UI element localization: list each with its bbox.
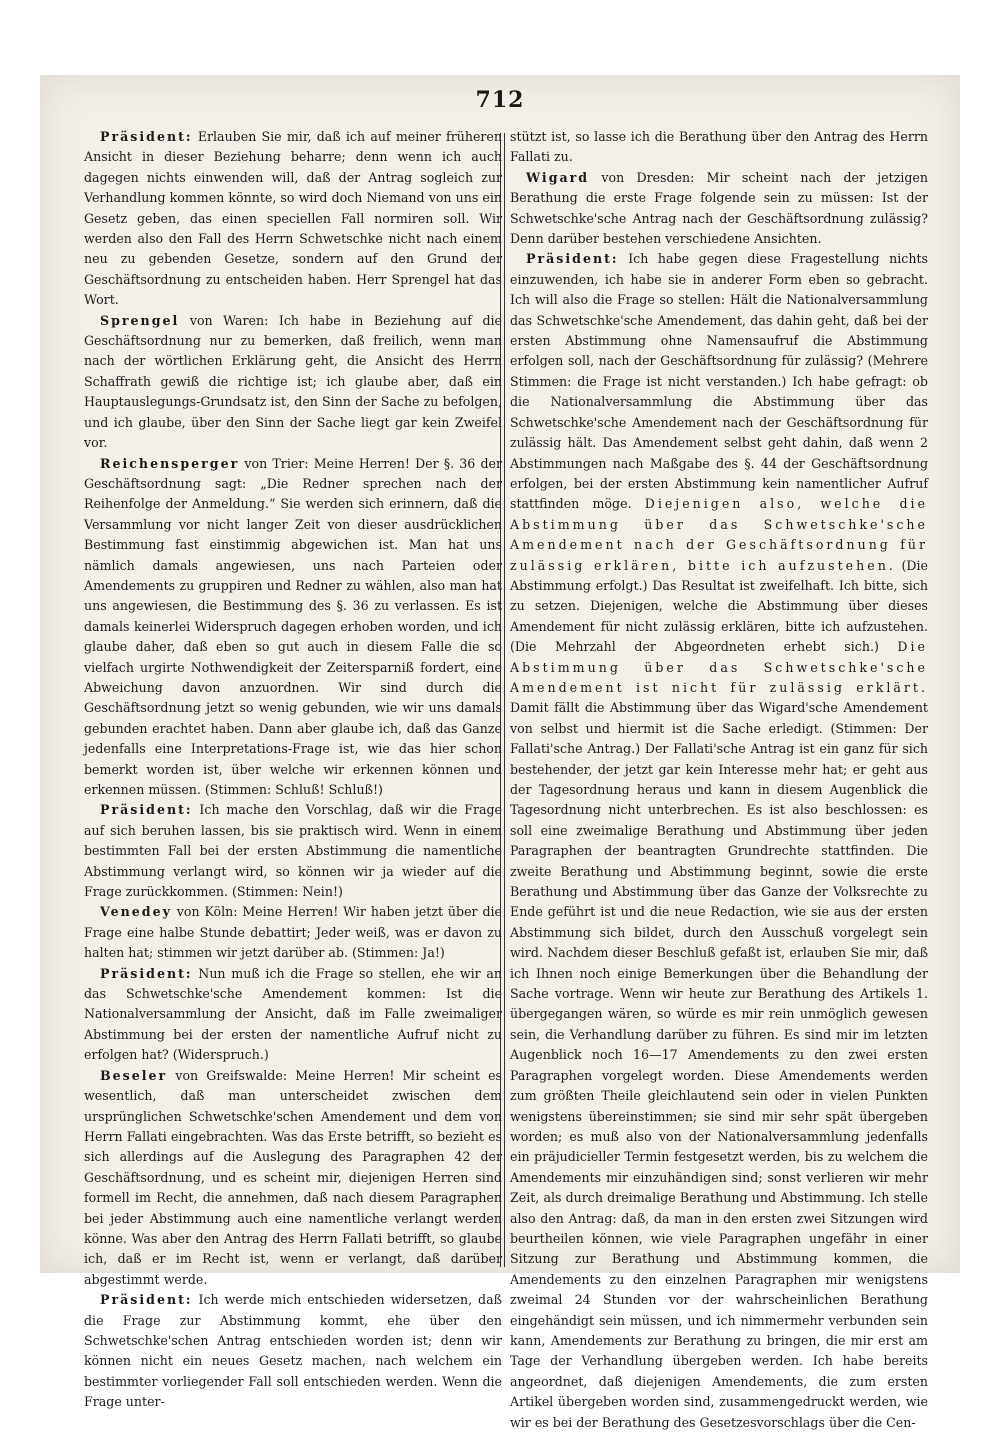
speaker-name: Wigard [526, 169, 590, 185]
vote-result-text: Die Abstimmung über das Schwetschke'sche Amendement ist nicht für zulässig erklärt. [510, 639, 928, 695]
paragraph [84, 127, 502, 311]
speaker-name: Präsident: [100, 129, 193, 144]
paragraph [84, 964, 502, 1066]
page-number: 712 [475, 87, 525, 113]
paragraph-text: (Die Abstimmung erfolgt.) Das Resultat ist zweifelhaft. Ich bitte, sich zu setzen. Diejenigen, welche die Abstimmung über dieses Amendement für nicht zulässig erklären, bitte ich aufzustehen. (Die Mehrzahl der Abgeordneten erhebt sich.) [510, 557, 928, 655]
paragraph-text: von Dresden: Mir scheint nach der jetzigen Berathung die erste Frage folgende sein zu müssen: Ist der Schwetschke'sche Antrag nach der Geschäftsordnung zulässig? Denn darüber bestehen verschiedene Ansichten. [510, 169, 928, 247]
paragraph-text: von Köln: Meine Herren! Wir haben jetzt über die Frage eine halbe Stunde debattirt; Jeder weiß, was er davon zu halten hat; stimmen wir jetzt darüber ab. (Stimmen: Ja!) [84, 904, 502, 961]
paragraph [84, 1290, 502, 1412]
paragraph [84, 454, 502, 801]
paragraph-text: von Greifswalde: Meine Herren! Mir scheint es wesentlich, daß man unterscheidet zwischen dem ursprünglichen Schwetschke'schen Amendement und dem von Herrn Fallati eingebrachten. Was das Erste betrifft, so bezieht es sich allerdings auf die Auslegung des Paragraphen 42 der Geschäftsordnung, und es scheint mir, diejenigen Herren sind formell im Recht, die annehmen, daß nach diesem Paragraphen bei jeder Abstimmung auch eine namentliche verlangt werden könne. Was aber den Antrag des Herrn Fallati betrifft, so glaube ich, daß er im Recht ist, wenn er verlangt, daß darüber abgestimmt werde. [84, 1067, 502, 1287]
newspaper-page [40, 75, 960, 1430]
speaker-name: Präsident: [100, 1292, 193, 1308]
paragraph-text: stützt ist, so lasse ich die Berathung über den Antrag des Herrn Fallati zu. [510, 129, 928, 165]
paragraph [84, 1066, 502, 1290]
left-column [84, 127, 502, 1413]
paragraph-text: Nun muß ich die Frage so stellen, ehe wir an das Schwetschke'sche Amendement kommen: Ist die Nationalversammlung der Ansicht, daß im Falle zweimaliger Abstimmung bei der ersten der namentliche Aufruf nicht zu erfolgen hat? (Widerspruch.) [84, 965, 502, 1063]
speaker-name: Sprengel [100, 312, 180, 328]
speaker-name: Präsident: [526, 251, 619, 267]
paragraph [510, 168, 928, 250]
column-divider [500, 133, 505, 1267]
paragraph-text: Erlauben Sie mir, daß ich auf meiner früheren Ansicht in dieser Beziehung beharre; denn wenn ich auch dagegen nichts einwenden will, daß der Antrag sogleich zur Verhandlung kommen könnte, so wird doch Niemand von uns ein Gesetz geben, das einen speciellen Fall normiren soll. Wir werden also den Fall des Herrn Schwetschke nicht nach einem neu zu gebenden Gesetze, sondern auf den Grund der Geschäftsordnung zu entscheiden haben. Herr Sprengel hat das Wort. [84, 129, 502, 308]
paragraph-text: von Waren: Ich habe in Beziehung auf die Geschäftsordnung nur zu bemerken, daß freilich, wenn man nach der wörtlichen Erklärung geht, die Ansicht des Herrn Schaffrath gewiß die richtige ist; ich glaube aber, daß ein Hauptauslegungs-Grundsatz ist, den Sinn der Sache zu befolgen, und ich glaube, über den Sinn der Sache liegt gar kein Zweifel vor. [84, 312, 502, 451]
paragraph [510, 127, 928, 168]
paragraph [84, 902, 502, 963]
paragraph [84, 800, 502, 902]
paragraph-text: Ich mache den Vorschlag, daß wir die Frage auf sich beruhen lassen, bis sie praktisch wird. Wenn in einem bestimmten Fall bei der ersten Abstimmung die namentliche Abstimmung verlangt wird, so können wir ja wieder auf die Frage zurückkommen. (Stimmen: Nein!) [84, 802, 502, 900]
vote-call-text: Diejenigen also, welche die Abstimmung über das Schwetschke'sche Amendement nach der Geschäftsordnung für zulässig erklären, bitte ich aufzustehen. [510, 496, 928, 573]
right-column [510, 127, 928, 1433]
paragraph [510, 249, 928, 1433]
speaker-name: Präsident: [100, 965, 193, 981]
speaker-name: Präsident: [100, 802, 193, 818]
paragraph-text: von Trier: Meine Herren! Der §. 36 der Geschäftsordnung sagt: „Die Redner sprechen nach der Reihenfolge der Anmeldung.“ Sie werden sich erinnern, daß die Versammlung vor nicht langer Zeit von dieser ausdrücklichen Bestimmung fast einstimmig abgewichen ist. Man hat uns nämlich damals angewiesen, uns nach Parteien oder Amendements zu gruppiren und Redner zu wählen, also man hat uns angewiesen, die Bestimmung des §. 36 zu verlassen. Es ist damals keinerlei Widerspruch dagegen erhoben worden, und ich glaube daher, daß eben so gut auch in diesem Falle die so vielfach urgirte Nothwendigkeit der Zeitersparniß fordert, eine Abweichung davon anzuordnen. Wir sind durch die Geschäftsordnung jetzt so wenig gebunden, wie wir uns damals gebunden erachtet haben. Dann aber glaube ich, daß das Ganze jedenfalls eine Interpretations-Frage ist, wie das hier schon bemerkt worden ist, über welche wir erkennen können und erkennen müssen. (Stimmen: Schluß! Schluß!) [84, 455, 502, 797]
paragraph [84, 311, 502, 454]
speaker-name: Beseler [100, 1067, 168, 1083]
paragraph-text: Ich werde mich entschieden widersetzen, daß die Frage zur Abstimmung kommt, ehe über den Schwetschke'schen Antrag entschieden worden ist; denn wir können nicht ein neues Gesetz machen, nach welchem ein bestimmter vorliegender Fall soll entschieden werden. Wenn die Frage unter- [84, 1292, 502, 1410]
speaker-name: Reichensperger [100, 455, 240, 471]
paragraph-text: Ich habe gegen diese Fragestellung nichts einzuwenden, ich habe sie in anderer Form eben so gebracht. Ich will also die Frage so stellen: Hält die Nationalversammlung das Schwetschke'sche Amendement, das dahin geht, daß bei der ersten Abstimmung ohne Namensaufruf die Abstimmung erfolgen soll, nach der Geschäftsordnung für zulässig? (Mehrere Stimmen: die Frage ist nicht verstanden.) Ich habe gefragt: ob die Nationalversammlung die Abstimmung über das Schwetschke'sche Amendement nach der Geschäftsordnung für zulässig hält. Das Amendement selbst geht dahin, daß wenn 2 Abstimmungen nach Maßgabe des §. 44 der Geschäftsordnung erfolgen, bei der ersten Abstimmung kein namentlicher Aufruf stattfinden möge. [510, 251, 928, 512]
speaker-name: Venedey [100, 904, 172, 920]
paragraph-text: Damit fällt die Abstimmung über das Wigard'sche Amendement von selbst und hiermit ist die Sache erledigt. (Stimmen: Der Fallati'sche Antrag.) Der Fallati'sche Antrag ist ein ganz für sich bestehender, der jetzt gar kein Interesse mehr hat; er geht aus der Tagesordnung heraus und kann in diesem Augenblick die Tagesordnung nicht unterbrechen. Es ist also beschlossen: es soll eine zweimalige Berathung und Abstimmung über jeden Paragraphen der beantragten Grundrechte stattfinden. Die zweite Berathung und Abstimmung beginnt, sowie die erste Berathung und Abstimmung über das Ganze der Volksrechte zu Ende geführt ist und die neue Redaction, wie sie aus der ersten Abstimmung sich bildet, durch den Ausschuß vorgelegt sein wird. Nachdem dieser Beschluß gefaßt ist, erlauben Sie mir, daß ich Ihnen noch einige Bemerkungen über die Behandlung der Sache vortrage. Wenn wir heute zur Berathung des Artikels 1. übergegangen wären, so würde es mir rein unmöglich gewesen sein, die Verhandlung darüber zu führen. Es sind mir im letzten Augenblick noch 16—17 Amendements zu den zwei ersten Paragraphen vorgelegt worden. Diese Amendements werden zum größten Theile gleichlautend sein oder in vielen Punkten wenigstens übereinstimmen; sie sind mir sehr spät übergeben worden; es muß also von der Nationalversammlung jedenfalls ein präjudicieller Termin festgesetzt werden, bis zu welchem die Amendements mir einzuhändigen sind; sonst verlieren wir mehr Zeit, als durch dreimalige Berathung und Abstimmung. Ich stelle also den Antrag: daß, da man in den ersten zwei Sitzungen wird beurtheilen können, wie viele Paragraphen ungefähr in einer Sitzung zur Berathung und Abstimmung kommen, die Amendements zu den einzelnen Paragraphen mir wenigstens zweimal 24 Stunden vor der wahrscheinlichen Berathung eingehändigt sein müssen, und ich nimmermehr verbunden sein kann, Amendements zur Berathung zu bringen, die mir erst am Tage der Verhandlung übergeben werden. Ich habe bereits angeordnet, daß diejenigen Amendements, die zum ersten Artikel übergeben worden sind, zusammengedruckt werden, wie wir es bei der Berathung des Gesetzesvorschlags über die Cen- [510, 700, 928, 1430]
